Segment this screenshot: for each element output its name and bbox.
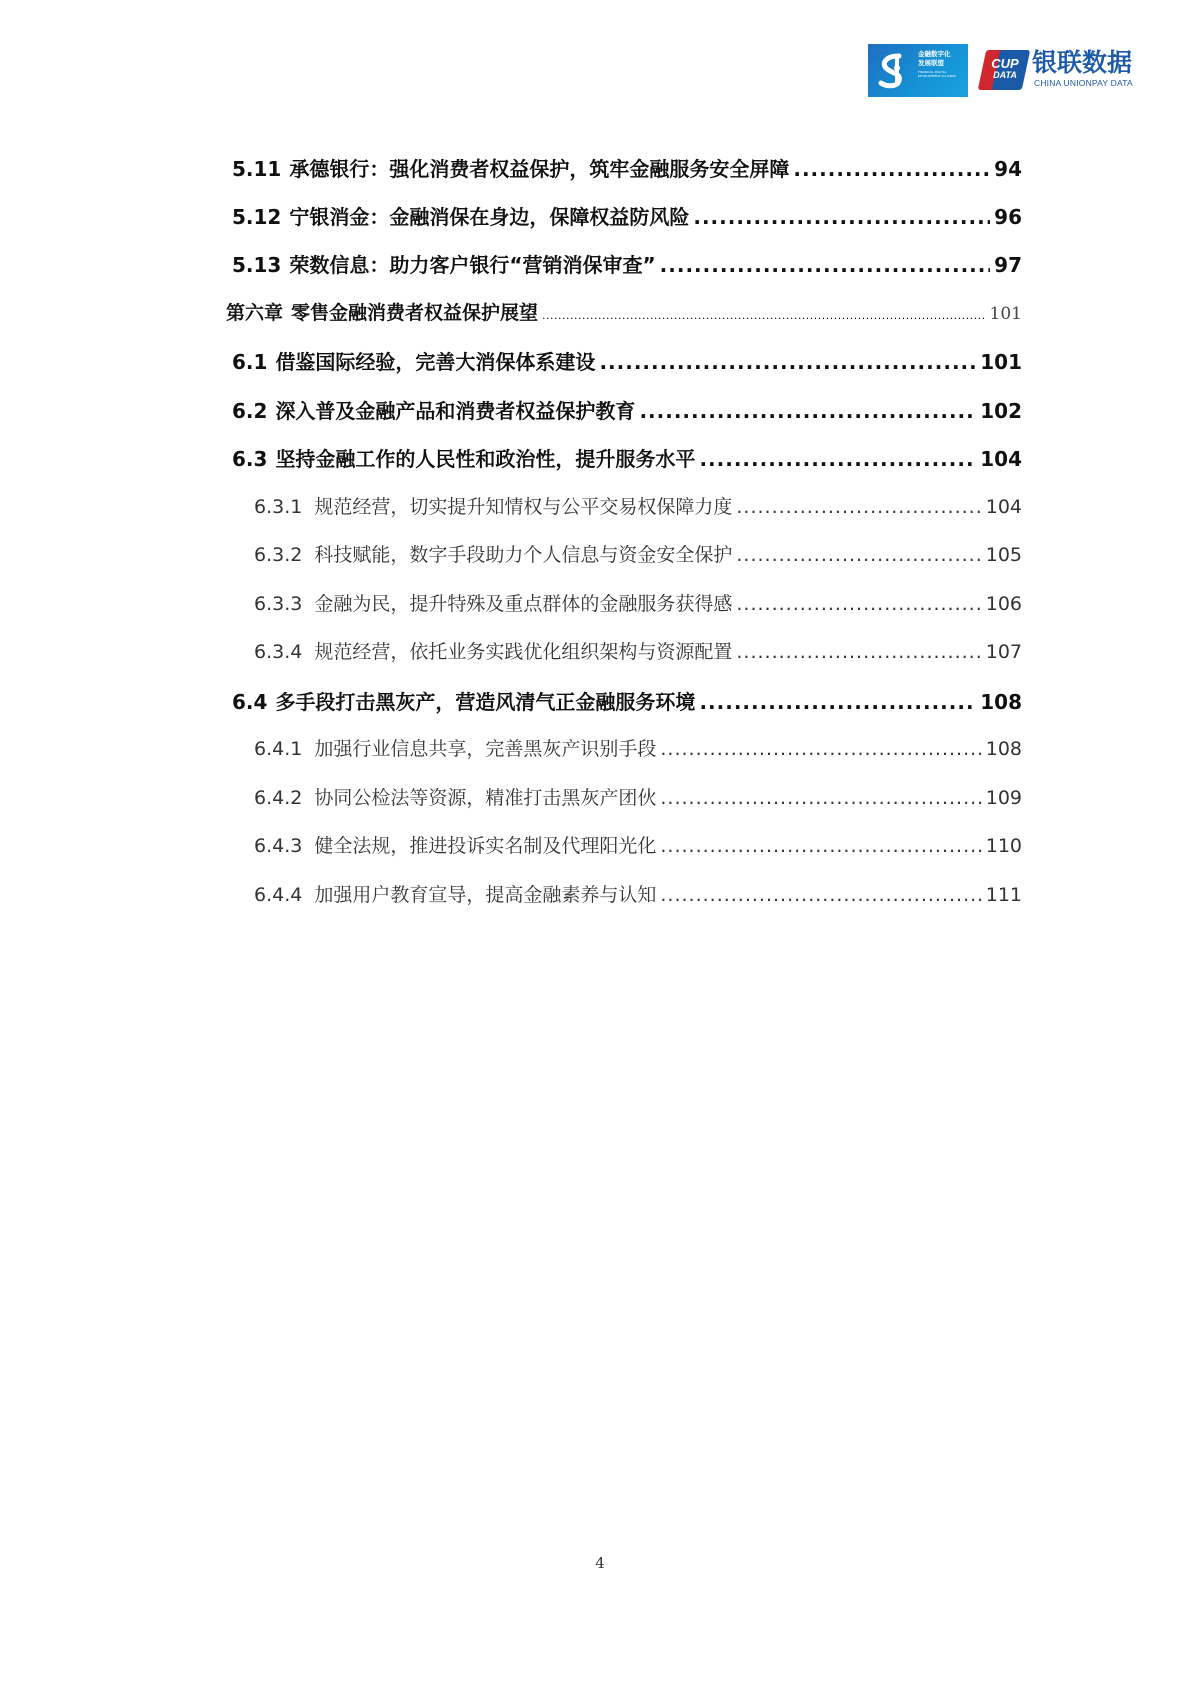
alliance-logo-text xyxy=(918,50,966,78)
toc-leader-dots xyxy=(736,544,981,566)
toc-entry-title: 借鉴国际经验，完善大消保体系建设 xyxy=(275,350,596,374)
toc-chapter-title: 零售金融消费者权益保护展望 xyxy=(291,302,539,324)
toc-entry-title: 宁银消金：金融消保在身边，保障权益防风险 xyxy=(289,205,690,229)
cup-badge-bottom: DATA xyxy=(993,70,1017,80)
toc-subentry-title: 健全法规，推进投诉实名制及代理阳光化 xyxy=(314,835,657,857)
toc-entry-number: 6.1 xyxy=(232,350,268,374)
toc-leader-dots xyxy=(736,593,981,615)
toc-subentry-number: 6.4.3 xyxy=(254,835,303,857)
toc-subentry-page: 106 xyxy=(985,593,1022,615)
toc-subentry-number: 6.3.4 xyxy=(254,641,303,663)
toc-subentry[interactable] xyxy=(254,540,1022,570)
toc-leader-dots xyxy=(693,205,990,229)
toc-entry-page: 104 xyxy=(980,447,1022,471)
toc-entry-number: 5.11 xyxy=(232,157,282,181)
toc-entry-page: 94 xyxy=(994,157,1022,181)
toc-entry-page: 102 xyxy=(980,399,1022,423)
alliance-logo-line3: FINANCIAL DIGITAL DEVELOPMENT ALLIANCE xyxy=(918,70,956,78)
toc-leader-dots xyxy=(793,157,990,181)
toc-subentry[interactable] xyxy=(254,880,1022,910)
alliance-logo-line1: 金融数字化 xyxy=(918,50,951,58)
toc-subentry[interactable] xyxy=(254,734,1022,764)
toc-entry[interactable] xyxy=(232,346,1022,376)
toc-entry[interactable] xyxy=(232,153,1022,183)
toc-subentry-number: 6.3.2 xyxy=(254,544,303,566)
toc-entry[interactable] xyxy=(232,443,1022,473)
toc-leader-dots xyxy=(660,738,981,760)
toc-leader-dots xyxy=(660,884,981,906)
toc-leader-dots xyxy=(699,447,976,471)
toc-subentry-page: 108 xyxy=(985,738,1022,760)
toc-subentry-title: 规范经营，切实提升知情权与公平交易权保障力度 xyxy=(314,496,733,518)
toc-entry-page: 97 xyxy=(994,253,1022,277)
page-number: 4 xyxy=(595,1554,605,1572)
toc-subentry-number: 6.4.2 xyxy=(254,787,303,809)
toc-entry-number: 5.13 xyxy=(232,253,282,277)
cup-brand-name: 银联数据 xyxy=(1032,48,1133,77)
toc-entry-title: 深入普及金融产品和消费者权益保护教育 xyxy=(275,399,636,423)
toc-entry-number: 6.2 xyxy=(232,399,268,423)
cup-data-badge-icon xyxy=(982,50,1026,90)
toc-leader-dots xyxy=(639,399,976,423)
toc-entry[interactable] xyxy=(232,686,1022,716)
toc-subentry-title: 金融为民，提升特殊及重点群体的金融服务获得感 xyxy=(314,593,733,615)
toc-entry-page: 96 xyxy=(994,205,1022,229)
toc-entry[interactable] xyxy=(232,395,1022,425)
toc-chapter-entry[interactable] xyxy=(226,298,1022,328)
alliance-logo-line2: 发展联盟 xyxy=(918,58,944,67)
toc-subentry[interactable] xyxy=(254,492,1022,522)
toc-leader-dots xyxy=(542,309,986,322)
toc-subentry[interactable] xyxy=(254,831,1022,861)
toc-chapter-number: 第六章 xyxy=(226,302,284,324)
toc-entry-page: 108 xyxy=(980,690,1022,714)
toc-subentry-number: 6.4.1 xyxy=(254,738,303,760)
toc-subentry-title: 加强用户教育宣导，提高金融素养与认知 xyxy=(314,884,657,906)
toc-leader-dots xyxy=(660,787,981,809)
toc-subentry[interactable] xyxy=(254,637,1022,667)
toc-leader-dots xyxy=(660,835,981,857)
alliance-logo xyxy=(868,44,968,97)
toc-subentry-page: 107 xyxy=(985,641,1022,663)
cup-badge-top: CUP xyxy=(991,56,1019,71)
cup-brand-subtitle: CHINA UNIONPAY DATA xyxy=(1034,78,1133,88)
toc-leader-dots xyxy=(699,690,976,714)
toc-entry[interactable] xyxy=(232,249,1022,279)
toc-chapter-page: 101 xyxy=(989,304,1022,324)
toc-entry-title: 承德银行：强化消费者权益保护，筑牢金融服务安全屏障 xyxy=(289,157,790,181)
toc-subentry-page: 109 xyxy=(985,787,1022,809)
toc-entry-title: 多手段打击黑灰产，营造风清气正金融服务环境 xyxy=(275,690,696,714)
cup-data-logo xyxy=(982,48,1148,96)
toc-subentry-number: 6.3.3 xyxy=(254,593,303,615)
toc-subentry-title: 协同公检法等资源，精准打击黑灰产团伙 xyxy=(314,787,657,809)
toc-subentry-title: 科技赋能，数字手段助力个人信息与资金安全保护 xyxy=(314,544,733,566)
toc-entry-page: 101 xyxy=(980,350,1022,374)
toc-subentry-number: 6.3.1 xyxy=(254,496,303,518)
toc-leader-dots xyxy=(660,253,991,277)
toc-subentry-page: 111 xyxy=(985,884,1022,906)
header-logos xyxy=(868,44,1148,100)
toc-leader-dots xyxy=(736,641,981,663)
alliance-s-icon xyxy=(875,52,911,90)
toc-leader-dots xyxy=(736,496,981,518)
toc-subentry[interactable] xyxy=(254,589,1022,619)
toc-entry-number: 6.4 xyxy=(232,690,268,714)
toc-entry-title: 荣数信息：助力客户银行“营销消保审查” xyxy=(289,253,656,277)
toc-subentry-page: 104 xyxy=(985,496,1022,518)
toc-leader-dots xyxy=(599,350,976,374)
toc-entry-number: 5.12 xyxy=(232,205,282,229)
toc-entry[interactable] xyxy=(232,201,1022,231)
toc-subentry[interactable] xyxy=(254,783,1022,813)
toc-entry-title: 坚持金融工作的人民性和政治性，提升服务水平 xyxy=(275,447,696,471)
toc-subentry-page: 105 xyxy=(985,544,1022,566)
toc-subentry-number: 6.4.4 xyxy=(254,884,303,906)
toc-subentry-title: 规范经营，依托业务实践优化组织架构与资源配置 xyxy=(314,641,733,663)
toc-subentry-title: 加强行业信息共享，完善黑灰产识别手段 xyxy=(314,738,657,760)
toc-entry-number: 6.3 xyxy=(232,447,268,471)
toc-subentry-page: 110 xyxy=(985,835,1022,857)
